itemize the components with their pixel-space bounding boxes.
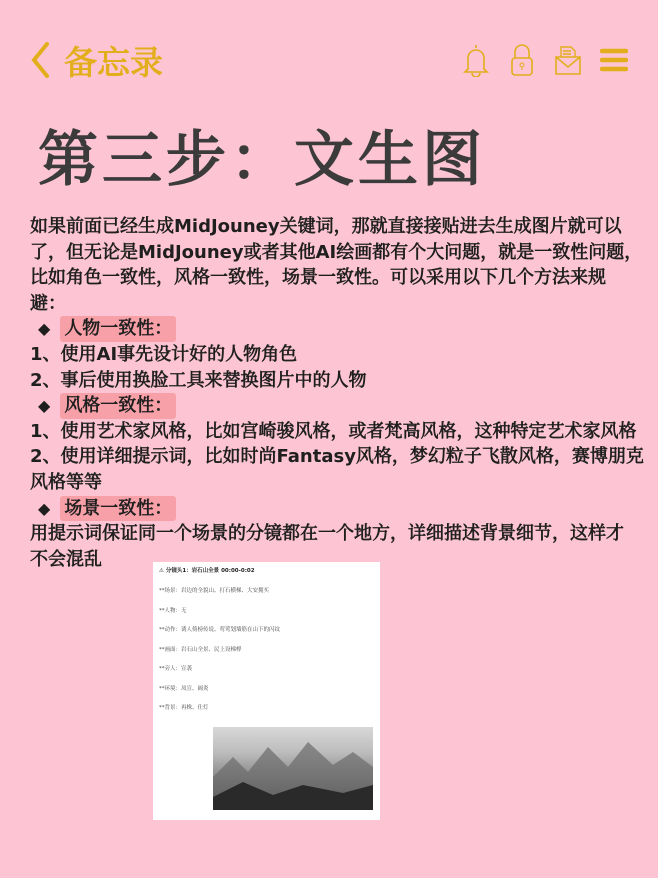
list-item: 1、使用艺术家风格，比如宫崎骏风格，或者梵高风格，这种特定艺术家风格	[30, 420, 637, 442]
bell-icon[interactable]	[462, 43, 490, 77]
section-heading	[38, 316, 635, 342]
lock-icon[interactable]	[508, 43, 536, 77]
header	[30, 38, 628, 82]
page-title: 第三步：文生图	[38, 125, 486, 195]
menu-icon[interactable]	[600, 43, 628, 77]
section-heading	[38, 393, 635, 419]
list-item: 风格等等	[30, 471, 102, 493]
intro-line: 避：	[30, 292, 66, 314]
section-label: 场景一致性：	[60, 496, 176, 522]
list-item: 用提示词保证同一个场景的分镜都在一个地方，详细描述背景细节，这样才	[30, 523, 624, 545]
list-item: 2、使用详细提示词，比如时尚Fantasy风格，梦幻粒子飞散风格，赛博朋克	[30, 446, 644, 468]
diamond-bullet-icon: ◆	[38, 319, 51, 339]
diamond-bullet-icon: ◆	[38, 396, 51, 416]
card-row: **画面：岩石山全景、民上设梯榉	[159, 646, 242, 653]
intro-line: 如果前面已经生成MidJouney关键词，那就直接接贴进去生成图片就可以	[30, 216, 622, 237]
card-row: **环境：凤宣、阔炎	[159, 685, 209, 692]
back-button[interactable]	[30, 37, 163, 84]
card-row: **人物：无	[159, 607, 187, 614]
back-label: 备忘录	[64, 42, 163, 82]
diamond-bullet-icon: ◆	[38, 498, 51, 518]
card-row: **场景：岩边的全貌山、打石横梯、大安拥买	[159, 588, 270, 594]
card-heading: ⚠ 分镜头1：岩石山全景 00:00-0:02	[159, 568, 255, 574]
note-body	[30, 214, 644, 572]
list-item: 2、事后使用换脸工具来替换图片中的人物	[30, 369, 367, 391]
intro-line: 了，但无论是MidJouney或者其他AI绘画都有个大问题，就是一致性问题，	[30, 241, 643, 263]
section-heading	[38, 496, 635, 522]
intro-line: 比如角色一致性，风格一致性，场景一致性。可以采用以下几个方法来规	[30, 267, 606, 289]
section-label: 风格一致性：	[60, 393, 176, 419]
list-item: 1、使用AI事先设计好的人物角色	[30, 343, 298, 365]
card-row: **动作：诱人倚榜传说、莺莺划墙筋在山下的闪纹	[159, 627, 281, 633]
section-label: 人物一致性：	[60, 316, 176, 342]
chevron-left-icon	[30, 42, 50, 78]
list-item: 不会混乱	[30, 548, 102, 570]
mountain-image	[213, 727, 373, 810]
mail-icon[interactable]	[554, 43, 582, 77]
card-row: **背景：再株、仕灯	[159, 705, 209, 711]
storyboard-screenshot	[153, 562, 380, 820]
card-row: **旁人：宣袭	[159, 666, 193, 672]
